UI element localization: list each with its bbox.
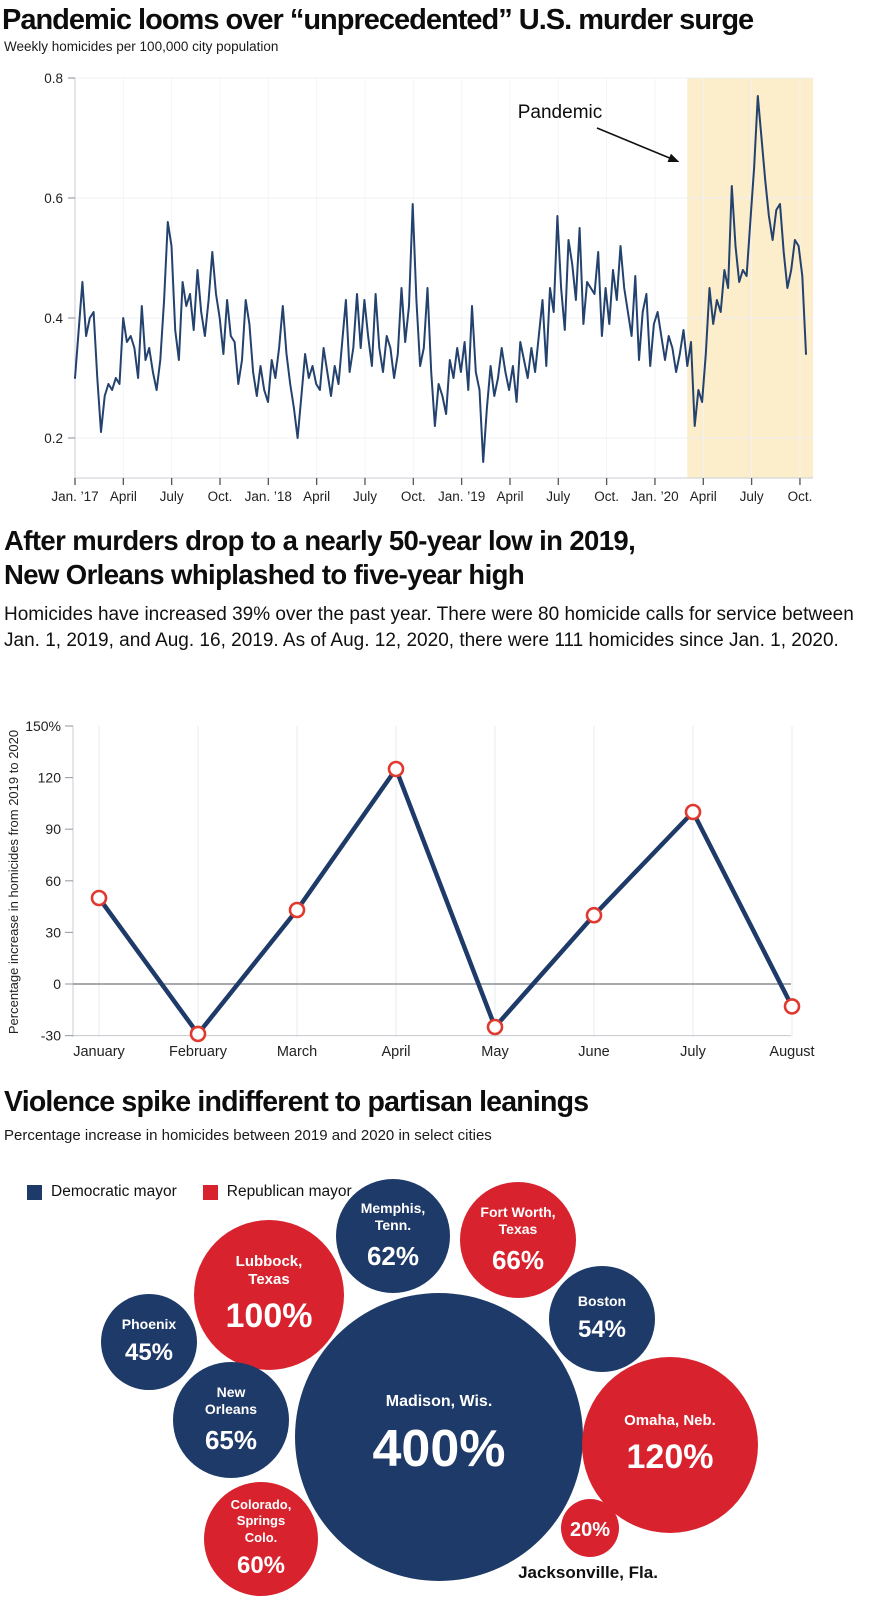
bubble-city-label: New xyxy=(216,1383,246,1400)
x-tick-label: January xyxy=(73,1044,125,1060)
bubble-city-label: Madison, Wis. xyxy=(385,1393,493,1410)
y-tick-label: 30 xyxy=(45,924,61,941)
x-tick-label: July xyxy=(352,489,377,504)
pandemic-annotation-arrow xyxy=(597,128,672,159)
y-axis-title: Percentage increase in homicides from 2019 to 2020 xyxy=(6,729,21,1035)
bubble-memphis-tenn xyxy=(336,1179,450,1293)
new-orleans-title-line2: New Orleans whiplashed to five-year high xyxy=(4,559,525,591)
data-point-june xyxy=(587,908,601,922)
republican-swatch-icon xyxy=(203,1185,218,1200)
bubble-boston xyxy=(549,1266,655,1372)
y-tick-label: 150% xyxy=(25,718,61,734)
x-tick-label: April xyxy=(496,489,524,504)
bubble-value: 65% xyxy=(204,1424,258,1455)
bubble-value: 100% xyxy=(225,1297,313,1335)
x-tick-label: July xyxy=(546,489,571,504)
bubble-city-label: Phoenix xyxy=(121,1315,177,1332)
bubble-city-label: Memphis, xyxy=(360,1199,426,1216)
x-tick-label: Oct. xyxy=(787,489,813,504)
data-point-august xyxy=(785,999,799,1013)
x-tick-label: April xyxy=(381,1044,411,1060)
bubble-outside-label: Jacksonville, Fla. xyxy=(518,1563,658,1582)
bubble-colorado-springs-colo xyxy=(204,1482,318,1596)
bubble-value: 66% xyxy=(491,1244,545,1275)
bubble-value: 120% xyxy=(626,1437,714,1476)
democratic-swatch-icon xyxy=(27,1185,42,1200)
bubble-new-orleans xyxy=(173,1362,289,1478)
bubble-city-label: Springs xyxy=(236,1513,286,1529)
y-tick-label: 60 xyxy=(45,872,61,889)
bubble-value: 45% xyxy=(124,1339,174,1367)
partisan-title: Violence spike indifferent to partisan leanings xyxy=(4,1086,589,1118)
bubble-lubbock-texas xyxy=(194,1220,344,1370)
bubble-value: 54% xyxy=(577,1316,627,1344)
data-point-march xyxy=(290,903,304,917)
y-tick-label: 120 xyxy=(37,769,61,786)
x-tick-label: Jan. ’17 xyxy=(51,489,99,504)
bubble-fort-worth-texas xyxy=(460,1182,576,1298)
bubble-city-label: Texas xyxy=(498,1221,538,1238)
y-tick-label: 0 xyxy=(53,976,61,992)
bubble-value: 400% xyxy=(372,1420,506,1478)
bubble-phoenix xyxy=(101,1294,197,1390)
x-tick-label: Oct. xyxy=(594,489,620,504)
x-tick-label: Oct. xyxy=(207,489,233,504)
x-tick-label: February xyxy=(168,1044,228,1060)
x-tick-label: Jan. ’19 xyxy=(437,489,486,504)
new-orleans-chart xyxy=(0,700,874,1070)
bubble-city-label: Omaha, Neb. xyxy=(624,1411,716,1429)
y-tick-label: 0.8 xyxy=(44,71,63,86)
y-tick-label: 0.6 xyxy=(44,191,63,206)
bubble-city-label: Texas xyxy=(248,1271,290,1289)
x-tick-label: April xyxy=(303,489,331,504)
data-point-july xyxy=(686,805,700,819)
x-tick-label: August xyxy=(769,1044,815,1060)
legend-item-republican xyxy=(203,1183,352,1201)
bubble-city-label: Tenn. xyxy=(374,1217,412,1234)
x-tick-label: March xyxy=(276,1044,318,1060)
bubble-city-label: Boston xyxy=(577,1292,627,1309)
legend-item-democratic xyxy=(27,1183,177,1201)
bubble-city-label: Colo. xyxy=(244,1529,278,1545)
x-tick-label: July xyxy=(680,1044,706,1060)
legend-democratic-label: Democratic mayor xyxy=(51,1183,177,1200)
x-tick-label: Jan. ’18 xyxy=(244,489,292,504)
y-tick-label: -30 xyxy=(40,1027,61,1044)
surge-subtitle: Weekly homicides per 100,000 city population xyxy=(4,39,279,54)
bubble-value: 62% xyxy=(366,1240,420,1271)
bubble-city-label: Lubbock, xyxy=(235,1252,303,1270)
x-tick-label: Jan. ’20 xyxy=(631,489,679,504)
y-tick-label: 90 xyxy=(45,821,61,838)
new-orleans-title xyxy=(4,524,635,592)
x-tick-label: Oct. xyxy=(400,489,426,504)
data-point-may xyxy=(488,1020,502,1034)
y-tick-label: 0.2 xyxy=(44,431,63,446)
bubble-madison-wis xyxy=(295,1293,583,1581)
data-point-february xyxy=(191,1027,205,1041)
bubble-value: 60% xyxy=(236,1551,286,1579)
x-tick-label: July xyxy=(159,489,184,504)
new-orleans-body: Homicides have increased 39% over the past year. There were 80 homicide calls for service between Jan. 1, 2019, and Aug. 16, 2019. As of Aug. 12, 2020, there were 111 homicides since Jan. 1, 2020. xyxy=(4,604,854,652)
data-point-january xyxy=(92,891,106,905)
arrowhead-icon xyxy=(668,154,680,162)
bubble-city-label: Orleans xyxy=(204,1401,258,1418)
weekly-homicides-chart xyxy=(0,55,874,510)
x-tick-label: June xyxy=(578,1044,610,1060)
data-point-april xyxy=(389,762,403,776)
bubble-city-label: Fort Worth, xyxy=(480,1203,556,1220)
new-orleans-title-line1: After murders drop to a nearly 50-year low in 2019, xyxy=(4,525,636,556)
x-tick-label: April xyxy=(689,489,717,504)
x-tick-label: May xyxy=(481,1044,509,1060)
x-tick-label: July xyxy=(739,489,764,504)
x-tick-label: April xyxy=(109,489,137,504)
bubble-legend xyxy=(27,1183,352,1201)
bubble-value: 20% xyxy=(569,1519,611,1541)
y-tick-label: 0.4 xyxy=(44,311,63,326)
surge-title: Pandemic looms over “unprecedented” U.S. murder surge xyxy=(2,4,754,36)
pandemic-region xyxy=(687,78,813,478)
legend-republican-label: Republican mayor xyxy=(226,1183,352,1200)
bubble-jacksonville-fla xyxy=(561,1499,619,1557)
bubble-city-label: Colorado, xyxy=(230,1497,292,1513)
partisan-subtitle: Percentage increase in homicides between 2019 and 2020 in select cities xyxy=(4,1127,492,1144)
pandemic-annotation-label: Pandemic xyxy=(517,102,603,123)
